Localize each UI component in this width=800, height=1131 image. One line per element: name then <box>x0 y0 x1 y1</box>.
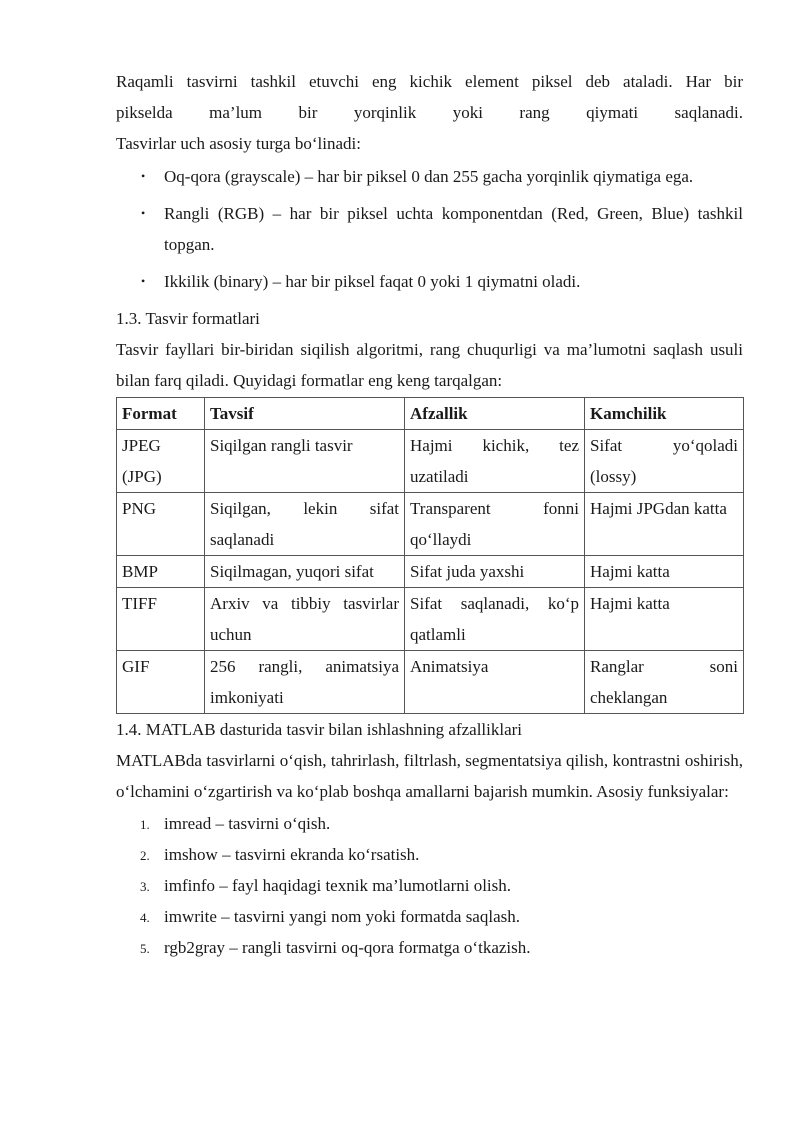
table-header-row <box>117 398 744 430</box>
table-row <box>117 588 744 651</box>
column-header: Format <box>117 398 205 430</box>
matlab-paragraph: MATLABda tasvirlarni o‘qish, tahrirlash, filtrlash, segmentatsiya qilish, kontrastni oshirish, o‘lchamini o‘zgartirish va ko‘plab boshqa amallarni bajarish mumkin. Asosiy funksiyalar: <box>116 751 743 801</box>
table-cell: Siqilmagan, yuqori sifat <box>205 556 405 588</box>
table-cell: Ranglar soni cheklangan <box>585 651 744 714</box>
bullet-icon: • <box>141 206 146 220</box>
list-item: 4. imwrite – tasvirni yangi nom yoki formatda saqlash. <box>116 901 743 932</box>
document-page <box>116 66 743 963</box>
table-cell: Sifat yo‘qoladi (lossy) <box>585 430 744 493</box>
table-cell: PNG <box>117 493 205 556</box>
table-row <box>117 493 744 556</box>
formats-paragraph: Tasvir fayllari bir-biridan siqilish algoritmi, rang chuqurligi va ma’lumotni saqlash usuli bilan farq qiladi. Quyidagi formatlar eng keng tarqalgan: <box>116 340 743 390</box>
column-header: Afzallik <box>405 398 585 430</box>
table-cell: Siqilgan, lekin sifat saqlanadi <box>205 493 405 556</box>
list-item: • Ikkilik (binary) – har bir piksel faqat 0 yoki 1 qiymatni oladi. <box>116 266 743 297</box>
table-cell: 256 rangli, animatsiya imkoniyati <box>205 651 405 714</box>
table-cell: Siqilgan rangli tasvir <box>205 430 405 493</box>
list-item: • Rangli (RGB) – har bir piksel uchta komponentdan (Red, Green, Blue) tashkil topgan. <box>116 198 743 260</box>
list-item: 3. imfinfo – fayl haqidagi texnik ma’lumotlarni olish. <box>116 870 743 901</box>
table-cell: Hajmi katta <box>585 556 744 588</box>
table-row <box>117 556 744 588</box>
bullet-icon: • <box>141 169 146 183</box>
list-number: 4. <box>140 910 150 925</box>
image-types-list <box>116 161 743 297</box>
intro-line-2: pikselda ma’lum bir yorqinlik yoki rang qiymati saqlanadi. <box>116 103 743 122</box>
table-row <box>117 651 744 714</box>
table-cell: Sifat saqlanadi, ko‘p qatlamli <box>405 588 585 651</box>
list-number: 1. <box>140 817 150 832</box>
section-heading-matlab: 1.4. MATLAB dasturida tasvir bilan ishlashning afzalliklari <box>116 720 523 739</box>
list-item: 2. imshow – tasvirni ekranda ko‘rsatish. <box>116 839 743 870</box>
table-cell: Hajmi katta <box>585 588 744 651</box>
column-header: Kamchilik <box>585 398 744 430</box>
list-item: 1. imread – tasvirni o‘qish. <box>116 808 743 839</box>
table-cell: BMP <box>117 556 205 588</box>
table-cell: TIFF <box>117 588 205 651</box>
table-cell: GIF <box>117 651 205 714</box>
list-number: 5. <box>140 941 150 956</box>
list-item: • Oq-qora (grayscale) – har bir piksel 0 dan 255 gacha yorqinlik qiymatiga ega. <box>116 161 743 192</box>
bullet-icon: • <box>141 274 146 288</box>
list-number: 2. <box>140 848 150 863</box>
list-number: 3. <box>140 879 150 894</box>
list-item: 5. rgb2gray – rangli tasvirni oq-qora formatga o‘tkazish. <box>116 932 743 963</box>
table-cell: JPEG (JPG) <box>117 430 205 493</box>
table-cell: Hajmi JPGdan katta <box>585 493 744 556</box>
table-cell: Hajmi kichik, tez uzatiladi <box>405 430 585 493</box>
formats-table <box>116 397 744 714</box>
table-row <box>117 430 744 493</box>
column-header: Tavsif <box>205 398 405 430</box>
intro-line-3: Tasvirlar uch asosiy turga bo‘linadi: <box>116 134 361 153</box>
functions-list <box>116 808 743 963</box>
intro-line-1: Raqamli tasvirni tashkil etuvchi eng kichik element piksel deb ataladi. Har bir <box>116 72 743 91</box>
table-cell: Arxiv va tibbiy tasvirlar uchun <box>205 588 405 651</box>
table-cell: Animatsiya <box>405 651 585 714</box>
table-cell: Sifat juda yaxshi <box>405 556 585 588</box>
section-heading-formats: 1.3. Tasvir formatlari <box>116 309 260 328</box>
table-cell: Transparent fonni qo‘llaydi <box>405 493 585 556</box>
